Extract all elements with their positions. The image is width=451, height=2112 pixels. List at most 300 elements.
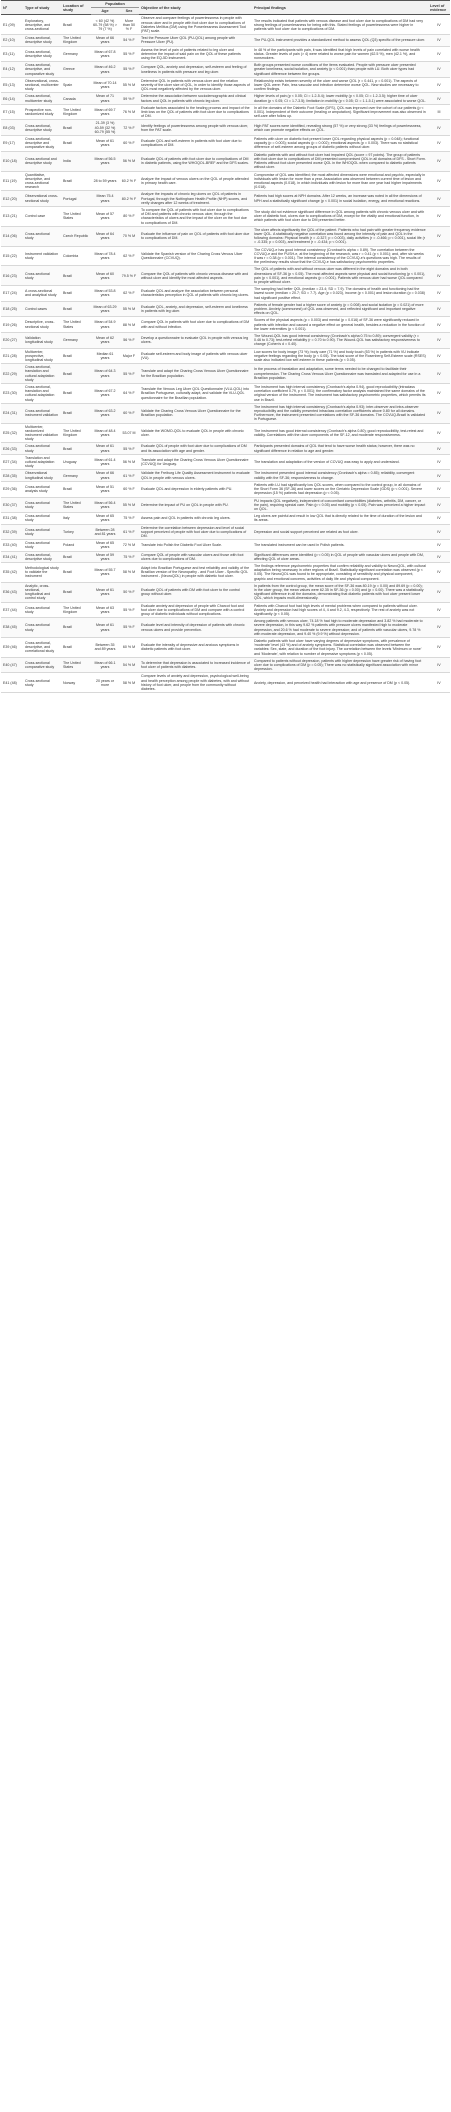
cell-sex: 62 % F [119,286,139,302]
cell-objective: Compare the QOL of patients with chronic venous disease with and without ulcer and identify the most affected aspects. [139,266,252,286]
cell-number: E29 (36) [1,481,23,497]
table-row [1,317,450,333]
cell-objective: Analyze the impact of venous ulcers on the QOL of people attended in primary health care. [139,171,252,191]
cell-number: E15 (22) [1,246,23,266]
table-row [1,226,450,246]
cell-number: E37 (44) [1,602,23,618]
cell-level: IV [428,286,450,302]
cell-location: Italy [61,513,91,524]
table-row [1,602,450,618]
cell-location: The United Kingdom [61,602,91,618]
cell-findings: Compared to patients without depression, patients with higher depression have greater risk of having foot ulcer due to complications of DM (p = 0.05); There was no statistically significant association with minor depression. [252,657,428,673]
cell-sex: 55 % F [119,46,139,62]
cell-location: Turkey [61,524,91,540]
cell-type: Instrument validation study [23,246,61,266]
cell-type: Cross-sectional analysis study [23,481,61,497]
cell-level: IV [428,403,450,423]
cell-location: Brazil [61,301,91,317]
cell-type: Quantitative, descriptive, and cross-sectional research [23,171,61,191]
cell-findings: The results indicated that patients with venous disease and foot ulcer due to complications of DM had very strong feelings of powerlessness for being with this. Stated feelings of powerlessness were higher in patients with foot ulcer due to complications of DM. [252,15,428,35]
cell-age: Mean of 71 years [91,93,119,104]
table-row [1,497,450,513]
cell-sex: 72 % F [119,120,139,136]
cell-type: Cross-sectional, descriptive study [23,46,61,62]
cell-type: Cross-sectional, descriptive study [23,551,61,562]
cell-number: E24 (31) [1,403,23,423]
cell-sex: 55 % M [119,497,139,513]
cell-number: E20 (27) [1,333,23,349]
table-row [1,618,450,638]
table-body [1,15,450,693]
cell-location: Brazil [61,403,91,423]
table-row [1,443,450,454]
cell-age: Mean of 64 years [91,226,119,246]
cell-sex: 58 % M [119,673,139,693]
cell-sex: 75 % F [119,513,139,524]
cell-number: E30 (37) [1,497,23,513]
header-age: Age [91,8,119,15]
header-findings: Principal findings [252,1,428,15]
table-row [1,582,450,602]
cell-sex: 55 % F [119,62,139,78]
table-row [1,333,450,349]
cell-location: The United Kingdom [61,423,91,443]
cell-objective: Observe and compare feelings of powerlessness in people with venous ulcer and in people with foot ulcer due to complications of Diabetes Mellitus (DM) using the Powerlessness Assessment Tool (PAT) scale. [139,15,252,35]
table-row [1,77,450,93]
cell-findings: The Wound-QOL has good internal consistency (Cronbach's alpha 0.75 to 0.89); convergent validity (r = 0.46 to 0.73); test-retest reliability (r = 0.70 to 0.90). The Wound-QOL has satisfactory responsiveness to change (Cohen's d = 0.40). [252,333,428,349]
cell-location: Brazil [61,562,91,582]
cell-level: IV [428,348,450,364]
cell-number: E40 (47) [1,657,23,673]
cell-type: Cross-sectional study [23,513,61,524]
cell-sex: 59 % F [119,93,139,104]
cell-sex: 55 % F [119,602,139,618]
cell-age: 28 to 59 years [91,171,119,191]
cell-type: Cross-sectional, descriptive, and correlational study [23,637,61,657]
cell-number: E11 (19) [1,171,23,191]
cell-findings: Patients of female gender had a higher score of anxiety (p = 0.008) and social isolation (p = 0.021) of more problem. Anxiety (commonest) of QOL was observed, and reflected significant and important negative effects on QOL. [252,301,428,317]
cell-type: Cross-sectional study [23,443,61,454]
cell-number: E25 (32) [1,423,23,443]
cell-type: Exploratory, descriptive, and cross-sectional [23,15,61,35]
cell-location: Germany [61,470,91,481]
cell-objective: Adapt into Brazilian Portuguese and test reliability and validity of the Brazilian version of the Neuropathy - and Foot Ulcer - Specific QOL instrument - (NeuroQOL) in people with diabetic foot ulcer. [139,562,252,582]
cell-age: Mean of 51 years [91,481,119,497]
cell-findings: Patients with ulcer on diabetic foot present lower QOL regarding physical aspects (p = 0.048); functional capacity (p = 0.003); social aspects (p = 0.002); emotional aspects (p = 0.003). There was no statistical difference of self-esteem among groups of diabetic patients without ulcer. [252,136,428,152]
cell-location: Brazil [61,348,91,364]
table-row [1,423,450,443]
cell-findings: In patients from the control group, the mean score of the SF-36 was 80.19 (p = 0.00) and 89.69 (p = 0.00); in the ulcer group, the mean values were 62.35 in SF-36 (p = 0.00) and (p = 0.00). There was a statistically significant difference in all the domains, demonstrating that diabetic patients with foot ulcer present lower QOL, which impacts multi-dimensionally. [252,582,428,602]
cell-location: Canada [61,93,91,104]
cell-level: IV [428,657,450,673]
cell-findings: The instrument presented good internal consistency (Cronbach's alpha = 0.85); reliability, convergent validity with the SF-36; responsiveness to change. [252,470,428,481]
cell-number: E2 (10) [1,35,23,46]
cell-sex: 80 % F [119,206,139,226]
cell-age: Mean of 67.8 years [91,46,119,62]
cell-objective: Evaluate QOL and depression in elderly patients with PU. [139,481,252,497]
cell-location: Uruguay [61,454,91,470]
cell-findings: Among patients with venous ulcer, 74.18 % had high to moderate depression and 3.82 % had moderate to severe depression, in this way 9.62 % patients with pressure ulcers manifested high to moderate depression, and 20.6 % had moderate to severe depression; and of patients with vascular ulcers, 9.78 % with moderate depression, and 9.40 % (9.9 %) without depression. [252,618,428,638]
cell-sex: 60 % F [119,136,139,152]
cell-type: Multicenter, randomized instrument validation study [23,423,61,443]
cell-findings: In the process of translation and adaptation, some terms needed to be changed to facilitate their comprehension. The Charing Cross Venous Ulcer Questionnaire was translated and adapted for use in a Brazilian population. [252,364,428,384]
cell-age: Mean 75.4 years [91,191,119,207]
cell-objective: Evaluate QOL of patients with foot ulcer due to complications of DM in diabetic patients, using the WHOQOL-BREF and the DFS scales. [139,151,252,171]
cell-number: E3 (11) [1,46,23,62]
cell-location: The United Kingdom [61,35,91,46]
cell-findings: The instrument has high internal consistency (Cronbach's alpha 0.94), good reproducibility (intraclass correlation coefficient 0.79, p < 0.001); the confirmatory factor analysis maintained the same domains of the original version of the instrument. The instrument has satisfactory psychometric properties, which permits its use in Brazil. [252,384,428,404]
cell-sex: 55 % M [119,301,139,317]
cell-location: Greece [61,62,91,78]
cell-sex: 55 % F [119,443,139,454]
cell-age: Mean of 55.7 years [91,562,119,582]
cell-age: Mean of 61 years [91,443,119,454]
cell-findings: The translated instrument can be used in Polish patients. [252,540,428,551]
cell-number: E18 (25) [1,301,23,317]
cell-type: Cross-sectional comparative study [23,657,61,673]
cell-location: The United States [61,497,91,513]
table-row [1,637,450,657]
cell-number: E8 (03) [1,120,23,136]
cell-sex: 64 % F [119,384,139,404]
cell-findings: The instrument has good internal consistency (Cronbach's alpha 0.80); good reproducibility, test-retest and validity. Correlations with the ulcer components of the SF-12, and moderate responsiveness. [252,423,428,443]
cell-type: Observational, cross-sectional, multicenter study [23,77,61,93]
cell-findings: The translation and adaptation of the version of CCVUQ was easy to apply and understand. [252,454,428,470]
cell-location: India [61,151,91,171]
cell-objective: Evaluate QOL, anxiety, and depression, self-esteem and loneliness in patients with leg ulcer. [139,301,252,317]
cell-age: Between 35 and 89 years [91,637,119,657]
cell-objective: Evaluate the intensity of depressive and anxious symptoms in diabetic patients with foot ulcer. [139,637,252,657]
cell-number: E12 (20) [1,191,23,207]
header-location: Location of study [61,1,91,15]
cell-level: IV [428,226,450,246]
table-row [1,206,450,226]
cell-objective: Evaluate level and intensity of depression of patients with chronic venous ulcers and provide prevention. [139,618,252,638]
cell-objective: Determine the correlation between depression and level of social support perceived of people with foot ulcer due to complications of DM. [139,524,252,540]
cell-sex: Major F [119,348,139,364]
cell-age: Mean of 63.2 years [91,403,119,423]
cell-level: IV [428,384,450,404]
cell-sex: 50 % F [119,582,139,602]
cell-type: Prospective non-randomized study [23,104,61,120]
cell-sex: 60 % F [119,481,139,497]
cell-objective: Translate the Venous Leg Ulcer QOL Questionnaire (VLU-QOL) into Brazilian Portuguese, culturally adapt, and validate the VLU-QOL questionnaire for the Brazilian population. [139,384,252,404]
cell-age: Mean of 63 years [91,602,119,618]
cell-findings: High PAT scores were identified, revealing strong (57 %) or very strong (33 %) feelings of powerlessness, which can promote negative effects on QOL. [252,120,428,136]
table-row [1,151,450,171]
cell-level: IV [428,191,450,207]
cell-type: Cross-sectional study [23,618,61,638]
cell-findings: PU impacts QOL negatively, independent of concomitant comorbidities (diabetes, arthritis, DM, cancer, or the pain), requiring special care. Pain (p < 0.05) and mobility (p < 0.05). Pain was perceived a higher impact on QOL. [252,497,428,513]
cell-type: Cross-sectional study [23,226,61,246]
cell-findings: Leg ulcers are painful and result in low QOL that is directly related to the time of duration of the lesion and its areas. [252,513,428,524]
cell-age: Between 28 and 81 years [91,524,119,540]
table-row [1,136,450,152]
cell-location: Spain [61,77,91,93]
cell-level: IV [428,120,450,136]
cell-location: Czech Republic [61,226,91,246]
cell-sex: 56 % M [119,454,139,470]
cell-level: IV [428,673,450,693]
cell-number: E39 (46) [1,637,23,657]
cell-sex: 62 % F [119,246,139,266]
cell-age: Mean of 65 years [91,540,119,551]
cell-objective: Translate and adapt the Charing Cross Venous Ulcer Questionnaire (CCVUQ) for Uruguay. [139,454,252,470]
table-row [1,286,450,302]
table-row [1,348,450,364]
cell-number: E6 (14) [1,93,23,104]
cell-level: IV [428,317,450,333]
cell-location: Brazil [61,120,91,136]
cell-level: IV [428,602,450,618]
cell-number: E34 (41) [1,551,23,562]
cell-location: Germany [61,333,91,349]
cell-number: E7 (15) [1,104,23,120]
header-type: Type of study [23,1,61,15]
cell-objective: Test the Pressure Ulcer QOL (PU-QOL) among people with Pressure Ulcer (PU). [139,35,252,46]
cell-age: 20 years or more [91,673,119,693]
cell-number: E41 (48) [1,673,23,693]
header-row [1,1,450,8]
header-level: Level of evidence [428,1,450,15]
cell-findings: The findings reference psychometric properties that confirm reliability and validity to NeuroQOL, with cultural adaptation being necessary in other regions of Brazil. Statistically significant correlation was observed (p < 0.05). The NeuroQOL was found to be appropriate, consisting of sensitivity and physical component, graphic and emotional concerns, activities of daily life and physical component. [252,562,428,582]
table-row [1,35,450,46]
table-row [1,551,450,562]
cell-sex: 61 % F [119,524,139,540]
header-number: Nº [1,1,23,15]
cell-age: Mean of 54.9 years [91,317,119,333]
cell-age: Mean of 61 years [91,136,119,152]
cell-age: Mean of 69.7 years [91,104,119,120]
cell-type: Cross-sectional, descriptive study [23,120,61,136]
cell-sex: 75 % F [119,551,139,562]
cell-objective: Develop a questionnaire to evaluate QOL in people with venous leg ulcers. [139,333,252,349]
cell-age: Mean of 46.2 years [91,62,119,78]
table-row [1,62,450,78]
cell-age: Mean of 65 years [91,513,119,524]
cell-type: Methodological study to validate the instrument [23,562,61,582]
cell-level: IV [428,454,450,470]
table-row [1,246,450,266]
cell-objective: To determine that depression is associated to increased incidence of foot ulcer of patients with diabetes. [139,657,252,673]
cell-age: Mean of 63.29 years [91,301,119,317]
cell-objective: Translate into Polish the Diabetic Foot Ulcer Scale. [139,540,252,551]
table-row [1,481,450,497]
cell-objective: Evaluate the influence of pain on QOL of patients with foot ulcer due to complications of DM. [139,226,252,246]
cell-objective: Validate the Charing Cross Venous Ulcer Questionnaire for the Brazilian population. [139,403,252,423]
cell-location: Brazil [61,582,91,602]
cell-sex: 53.07 M [119,423,139,443]
cell-age: Mean of 61 years [91,618,119,638]
cell-sex: 55 % F [119,364,139,384]
cell-age: Mean of 56.5 years [91,151,119,171]
cell-sex: 56 % M [119,151,139,171]
cell-type: Control cases [23,301,61,317]
cell-type: Cross-sectional instrument validation [23,403,61,423]
cell-type: Cross-sectional, translation and cultural adaptation study [23,384,61,404]
cell-location: Brazil [61,364,91,384]
table-row [1,384,450,404]
cell-objective: Compare QOL, anxiety and depression, self-esteem and feeling of loneliness in patients with pressure and leg ulcer. [139,62,252,78]
cell-level: IV [428,46,450,62]
cell-sex: 56 % F [119,333,139,349]
cell-type: Cross-sectional, translation and cultural adaptation study [23,364,61,384]
cell-objective: Identify feelings of powerlessness among people with venous ulcer, from the PAT scale. [139,120,252,136]
cell-type: Validation longitudinal study [23,333,61,349]
cell-findings: Scores of the physical aspects (p = 0.003) and mental (p = 0.016) of SF-36 were significantly reduced in patients with infection and caused a negative effect on general health, besides a reduction in the function of the lower extremities (p < 0.001). [252,317,428,333]
cell-findings: Anxiety, depression, and perceived health had interaction with age and presence of DM (p < 0.05). [252,673,428,693]
cell-location: Brazil [61,15,91,35]
cell-findings: Diabetic patients with and without foot ulcer had impaired QOL (score = 97 points). The group of patients with foot ulcer due to complications of DM presented compromised QOL in all domains of DFS - Short Form. Patients without foot ulcer presented worse QOL in the WHOQOL when compared to diabetic patients without ulcer. [252,151,428,171]
cell-age: Mean of 60 years [91,266,119,286]
cell-findings: Both groups presented worse conditions of the items evaluated. People with pressure ulcer presented greater loneliness, social isolation, and anxiety (p < 0.001) than people with LU. Both ulcer types had significant difference between the groups. [252,62,428,78]
cell-age: Median 61 years [91,348,119,364]
cell-age: Mean of 57 years [91,206,119,226]
cell-sex: 58 % M [119,562,139,582]
cell-level: IV [428,637,450,657]
cell-findings: Low scores for body image (73 %); body care (71 %) and body touch (53 %) in patients with VU indicate negative feelings regarding the body (p < 0.05). The total score of the Rosenberg Self-Esteem scale (RSES) scale also indicated low self-esteem in these patients (p < 0.05). [252,348,428,364]
cell-level: IV [428,540,450,551]
cell-location: Brazil [61,551,91,562]
table-row [1,46,450,62]
cell-location: Brazil [61,618,91,638]
table-row [1,403,450,423]
cell-type: Descriptive, cross-sectional study [23,317,61,333]
table-row [1,454,450,470]
table-row [1,171,450,191]
cell-number: E35 (42) [1,562,23,582]
cell-level: IV [428,497,450,513]
cell-number: E1 (09) [1,15,23,35]
table-row [1,191,450,207]
cell-objective: To compare the QOL of patients with foot ulcer due to complications of DM and patients with chronic venous ulcer, through the characteristics of ulcers and the impact of the ulcer on the foot due to complications of DM. [139,206,252,226]
cell-level: IV [428,443,450,454]
cell-objective: Translate and adapt the Charing Cross Venous Ulcer Questionnaire for the Brazilian population. [139,364,252,384]
cell-objective: Determine QOL in patients with venous ulcer and the relation severity of the ulcer size of QOL, in order to identify those aspects of QOL most negatively affected by the venous ulcer. [139,77,252,93]
cell-number: E10 (18) [1,151,23,171]
table-row [1,120,450,136]
cell-age: Mean of 64.3 years [91,364,119,384]
cell-level: IV [428,582,450,602]
cell-age: Mean of 53.8 years [91,286,119,302]
cell-age: Mean of 59 years [91,551,119,562]
cell-sex: 60 % M [119,637,139,657]
cell-sex: 79.5 % F [119,266,139,286]
cell-sex: 60.2 % F [119,171,139,191]
cell-level: IV [428,551,450,562]
cell-type: Cross-sectional, descriptive study [23,35,61,46]
cell-objective: Evaluate factors associated to the healing process and impact of the limb loss on the QOL of patients with foot ulcer due to complications of DM. [139,104,252,120]
cell-type: Cross-sectional and descriptive study [23,151,61,171]
cell-number: E31 (38) [1,513,23,524]
header-sex: Sex [119,8,139,15]
cell-age: Mean of 70.14 years [91,77,119,93]
table-header [1,1,450,15]
cell-type: Control case [23,206,61,226]
cell-type: Multicenter, prospective, longitudinal study [23,348,61,364]
table-row [1,15,450,35]
cell-type: Cross-sectional study [23,673,61,693]
header-population: Population [91,1,139,8]
cell-level: IV [428,35,450,46]
cell-findings: Compromise of QOL was identified; the most affected dimensions were emotional and psychic, especially in individuals with lesion for more than a year. Association was observed between current time of lesion and emotional aspects (0.018), in which individuals with lesion for more than one year had higher impairments (0.018). [252,171,428,191]
cell-level: IV [428,246,450,266]
cell-age: Mean of 56.4 years [91,497,119,513]
cell-location: Brazil [61,286,91,302]
cell-type: Cross-sectional, descriptive, and comparative study [23,62,61,78]
header-objective: Objective of the study [139,1,252,15]
cell-sex: More than 50 % F [119,15,139,35]
cell-type: Cross-sectional study [23,266,61,286]
cell-findings: The study did not evidence significant difference in QOL among patients with chronic venous ulcer and with ulcer of diabetic foot, ulcers due to complications of DM, except for the vitality and emotional function, in which patients with foot ulcer due to DM presented better. [252,206,428,226]
cell-objective: Evaluate QOL of people with foot ulcer due to complications of DM and its association with age and gender. [139,443,252,454]
cell-type: Observational cross-sectional study [23,191,61,207]
cell-location: Poland [61,540,91,551]
table-row [1,301,450,317]
cell-location: Brazil [61,637,91,657]
cell-type: Cross-sectional study [23,540,61,551]
cell-age: Mean of 66 years [91,470,119,481]
cell-number: E21 (28) [1,348,23,364]
cell-type: A cross-sectional and analytical study [23,286,61,302]
cell-number: E23 (30) [1,384,23,404]
cell-age: Mean of 62 years [91,333,119,349]
cell-objective: Validate the Freiburg Life Quality Assessment instrument to evaluate QOL in people with venous ulcers. [139,470,252,481]
cell-location: The United States [61,206,91,226]
cell-location: The United Kingdom [61,104,91,120]
cell-sex: 80.2 % F [119,191,139,207]
cell-number: E27 (34) [1,454,23,470]
cell-findings: Participants presented domains of QOL that tend to have worse health status; however, there was no significant difference in relation to age and gender. [252,443,428,454]
cell-number: E9 (17) [1,136,23,152]
cell-age: Mean of 48.4 years [91,423,119,443]
cell-age: Mean of 66.1 years [91,657,119,673]
cell-level: IV [428,524,450,540]
cell-objective: Evaluate self-esteem and body image of patients with venous ulcer (VU). [139,348,252,364]
cell-level: IV [428,562,450,582]
cell-type: Cross-sectional study [23,602,61,618]
cell-level: IV [428,266,450,286]
table-row [1,470,450,481]
cell-sex: 55 % F [119,618,139,638]
cell-sex: 54 % M [119,657,139,673]
cell-objective: Evaluate QOL and self-esteem in patients with foot ulcer due to complications of DM. [139,136,252,152]
cell-objective: Compare levels of anxiety and depression, psychological well-being and health perception among people with diabetes, with and without history of foot ulcer, and people from the community without diabetes. [139,673,252,693]
table-row [1,524,450,540]
cell-objective: Assess pain and QOL in patients with chronic leg ulcers. [139,513,252,524]
cell-location: Norway [61,673,91,693]
cell-sex: 54 % F [119,35,139,46]
cell-objective: Determine the impact of PU on QOL in people with PU. [139,497,252,513]
cell-age: < 60 (42 %) 60-79 (58 %) > 79 (7 %) [91,15,119,35]
cell-objective: Determine the association between sociodemographic and clinical factors and QOL in patients with chronic leg ulcer. [139,93,252,104]
cell-type: Cross-sectional study [23,497,61,513]
cell-findings: Patients with Charcot foot had high levels of mental problems when compared to patients without ulcer. Anxiety and depression had high scores of 4, 4 and 9.2, 4.3, respectively. The rest of anxiety was not significantly (p < 0.05). [252,602,428,618]
evidence-table-container [1,0,450,693]
cell-number: E4 (12) [1,62,23,78]
cell-location: Brazil [61,136,91,152]
table-row [1,540,450,551]
cell-number: E36 (43) [1,582,23,602]
table-row [1,104,450,120]
cell-findings: The PU-QOL instrument provides a standardized method to assess QOL (Q3) specific of the pressure ulcer. [252,35,428,46]
cell-sex: 70 % M [119,226,139,246]
cell-objective: Evaluate QOL and analyze the association between personal characteristics perception in QOL of patients with chronic leg ulcers. [139,286,252,302]
cell-objective: Validate the WOMO-QOL to evaluate QOL in people with chronic ulcer. [139,423,252,443]
cell-level: IV [428,333,450,349]
cell-level: IV [428,470,450,481]
table-row [1,93,450,104]
